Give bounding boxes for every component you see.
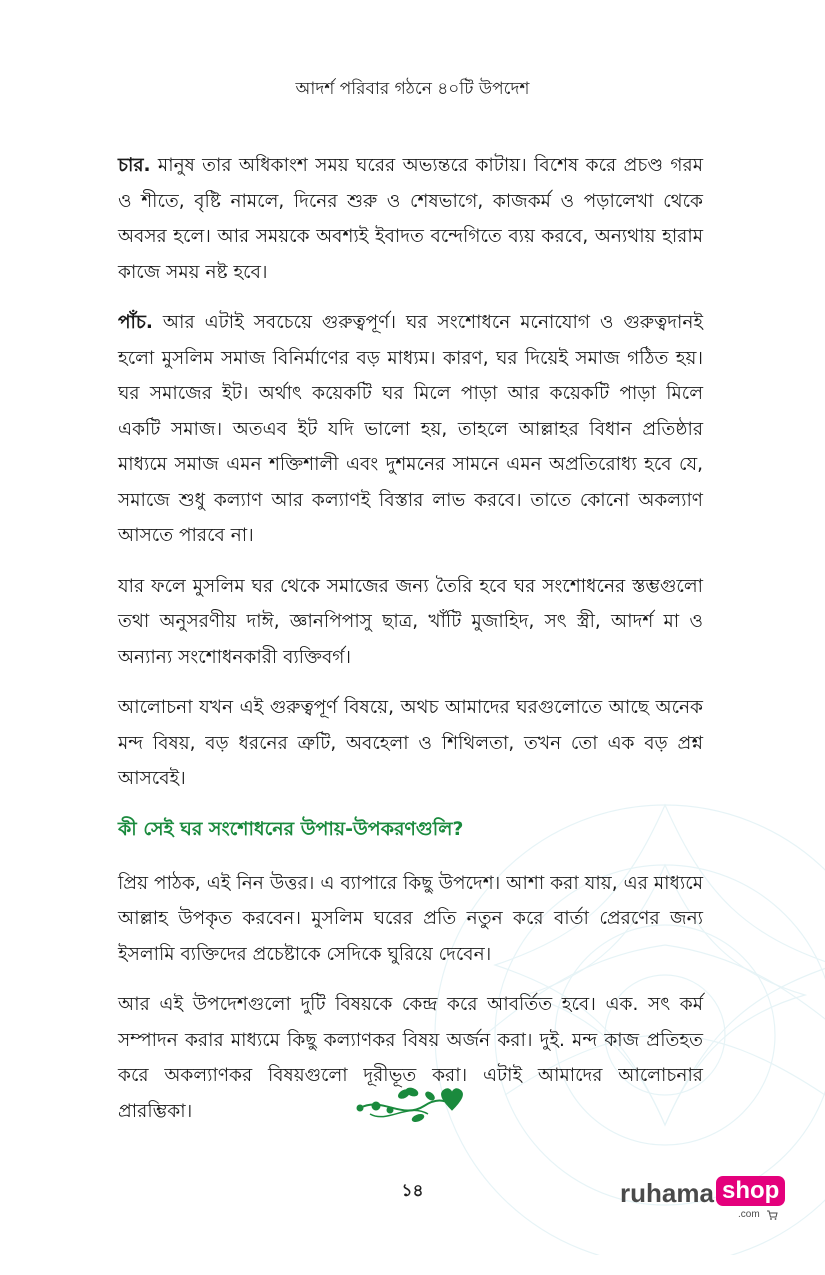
paragraph-text: মানুষ তার অধিকাংশ সময় ঘরের অভ্যন্তরে কাটায়। বিশেষ করে প্রচণ্ড গরম ও শীতে, বৃষ্টি নামলে, দিনের শুরু ও শেষভাগে, কাজকর্ম ও পড়ালেখা থেকে অবসর হলে। আর সময়কে অবশ্যই ইবাদত বন্দেগিতে ব্যয় করবে, অন্যথায় হারাম কাজে সময় নষ্ট হবে। xyxy=(118,155,703,283)
brand-name: ruhama xyxy=(620,1178,714,1208)
page-number: ১৪ xyxy=(401,1181,424,1201)
paragraph-question: আলোচনা যখন এই গুরুত্বপূর্ণ বিষয়ে, অথচ আমাদের ঘরগুলোতে আছে অনেক মন্দ বিষয়, বড় ধরনের ত্রুটি, অবহেলা ও শিথিলতা, তখন তো এক বড় প্রশ্ন আসবেই। xyxy=(118,697,703,789)
paragraph-answer: প্রিয় পাঠক, এই নিন উত্তর। এ ব্যাপারে কিছু উপদেশ। আশা করা যায়, এর মাধ্যমে আল্লাহ উপকৃত করবেন। মুসলিম ঘরের প্রতি নতুন করে বার্তা প্রেরণের জন্য ইসলামি ব্যক্তিদের প্রচেষ্টাকে সেদিকে ঘুরিয়ে দেবেন। xyxy=(118,872,703,965)
floral-heart-ornament-icon xyxy=(352,1080,472,1128)
paragraph-lead: পাঁচ. xyxy=(118,312,153,333)
brand-domain: .com xyxy=(738,1209,760,1220)
paragraph-five xyxy=(118,305,703,554)
paragraph-advice: আর এই উপদেশগুলো দুটি বিষয়কে কেন্দ্র করে আবর্তিত হবে। এক. সৎ কর্ম সম্পাদন করার মাধ্যমে কিছু কল্যাণকর বিষয় অর্জন করা। দুই. মন্দ কাজ প্রতিহত করে অকল্যাণকর বিষয়গুলো দূরীভূত করা। এটাই আমাদের আলোচনার প্রারম্ভিকা। xyxy=(118,994,703,1122)
paragraph-four xyxy=(118,148,703,290)
paragraph-pillars: যার ফলে মুসলিম ঘর থেকে সমাজের জন্য তৈরি হবে ঘর সংশোধনের স্তম্ভগুলো তথা অনুসরণীয় দাঈ, জ্ঞানপিপাসু ছাত্র, খাঁটি মুজাহিদ, সৎ স্ত্রী, আদর্শ মা ও অন্যান্য সংশোধনকারী ব্যক্তিবর্গ। xyxy=(118,575,703,668)
page-body xyxy=(118,148,703,1144)
paragraph-text: আর এটাই সবচেয়ে গুরুত্বপূর্ণ। ঘর সংশোধনে মনোযোগ ও গুরুত্বদানই হলো মুসলিম সমাজ বিনির্মাণের বড় মাধ্যম। কারণ, ঘর দিয়েই সমাজ গঠিত হয়। ঘর সমাজের ইট। অর্থাৎ কয়েকটি ঘর মিলে পাড়া আর কয়েকটি পাড়া মিলে একটি সমাজ। অতএব ইট যদি ভালো হয়, তাহলে আল্লাহর বিধান প্রতিষ্ঠার মাধ্যমে সমাজ এমন শক্তিশালী এবং দুশমনের সামনে এমন অপ্রতিরোধ্য হবে যে, সমাজে শুধু কল্যাণ আর কল্যাণই বিস্তার লাভ করবে। তাতে কোনো অকল্যাণ আসতে পারবে না। xyxy=(118,312,703,546)
running-header: আদর্শ পরিবার গঠনে ৪০টি উপদেশ xyxy=(295,79,530,99)
cart-icon xyxy=(766,1210,778,1220)
brand-shop-badge: shop xyxy=(716,1176,785,1206)
paragraph-lead: চার. xyxy=(118,155,151,176)
section-heading: কী সেই ঘর সংশোধনের উপায়-উপকরণগুলি? xyxy=(118,817,464,840)
brand-logo xyxy=(620,1170,790,1230)
